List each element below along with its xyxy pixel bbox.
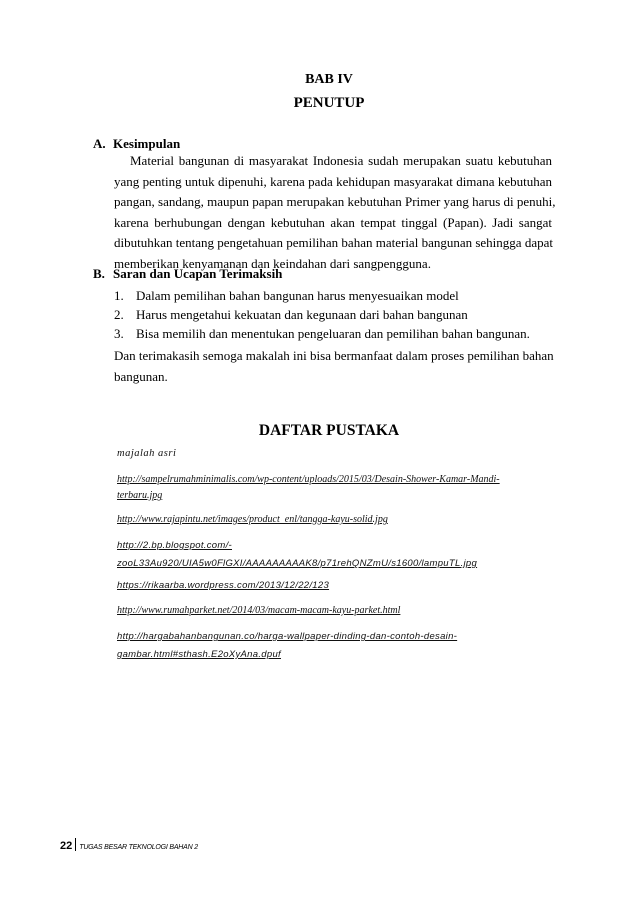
reference-link[interactable]: http://hargabahanbangunan.co/harga-wallpaper-dinding-dan-contoh-desain- gambar.html#sthash.E2oXyAna.dpuf — [117, 631, 458, 660]
list-item-text: Harus mengetahui kekuatan dan kegunaan dari bahan bangunan — [136, 307, 468, 322]
paragraph-line: dibutuhkan tentang pengetahuan pemilihan bahan material bangunan sehingga dapat — [114, 235, 553, 250]
section-a-title: Kesimpulan — [113, 136, 181, 151]
list-item-number: 3. — [114, 326, 124, 341]
reference-link[interactable]: http://sampelrumahminimalis.com/wp-content/uploads/2015/03/Desain-Shower-Kamar-Mandi- terbaru.jpg — [117, 474, 500, 501]
chapter-title: PENUTUP — [293, 95, 365, 111]
paragraph-line: yang penting untuk dipenuhi, karena pada kehidupan masyarakat dimana kebutuhan — [114, 173, 552, 189]
list-item-number: 1. — [114, 288, 124, 303]
section-b-heading — [93, 266, 282, 282]
page-footer — [60, 838, 198, 852]
list-item-text: Dalam pemilihan bahan bangunan harus menyesuaikan model — [136, 288, 459, 303]
section-b-letter: B. — [93, 266, 105, 281]
section-b-title: Saran dan Ucapan Terimaksih — [113, 266, 283, 281]
chapter-number: BAB IV — [305, 72, 353, 87]
paragraph-line: memberikan kenyamanan dan keindahan dari sangpengguna. — [114, 255, 431, 271]
list-item — [114, 286, 530, 305]
footer-divider — [75, 838, 76, 851]
closing-paragraph — [114, 346, 552, 387]
reference-link[interactable]: http://www.rajapintu.net/images/product_enl/tangga-kayu-solid.jpg — [117, 514, 388, 525]
list-item — [114, 305, 530, 324]
page-number: 22 — [60, 840, 73, 852]
section-a-paragraph — [114, 151, 556, 274]
list-item — [114, 324, 530, 343]
paragraph-line: karena berhubungan dengan kebutuhan akan tempat tinggal (Papan). Jadi sangat — [114, 214, 552, 230]
reference-link[interactable]: http://www.rumahparket.net/2014/03/macam-macam-kayu-parket.html — [117, 605, 401, 616]
list-item-number: 2. — [114, 307, 124, 322]
section-a-heading — [93, 136, 180, 152]
paragraph-line: pangan, sandang, maupun papan merupakan kebutuhan Primer yang harus di penuhi, — [114, 194, 556, 209]
reference-link[interactable]: http://2.bp.blogspot.com/- zooL33Au920/UIA5w0FlGXI/AAAAAAAAAK8/p71rehQNZmU/s1600/lampuTL.jpg — [117, 540, 478, 569]
footer-text: TUGAS BESAR TEKNOLOGI BAHAN 2 — [79, 844, 198, 851]
paragraph-line: Material bangunan di masyarakat Indonesia sudah merupakan suatu kebutuhan — [130, 153, 552, 168]
bibliography-title: DAFTAR PUSTAKA — [258, 422, 400, 439]
reference-item: majalah asri — [117, 448, 177, 459]
suggestion-list — [114, 286, 530, 343]
reference-link[interactable]: https://rikaarba.wordpress.com/2013/12/22/123 — [117, 580, 330, 591]
list-item-text: Bisa memilih dan menentukan pengeluaran dan pemilihan bahan bangunan. — [136, 326, 530, 341]
paragraph-line: bangunan. — [114, 368, 168, 384]
paragraph-line: Dan terimakasih semoga makalah ini bisa bermanfaat dalam proses pemilihan bahan — [114, 348, 554, 363]
section-a-letter: A. — [93, 136, 106, 151]
